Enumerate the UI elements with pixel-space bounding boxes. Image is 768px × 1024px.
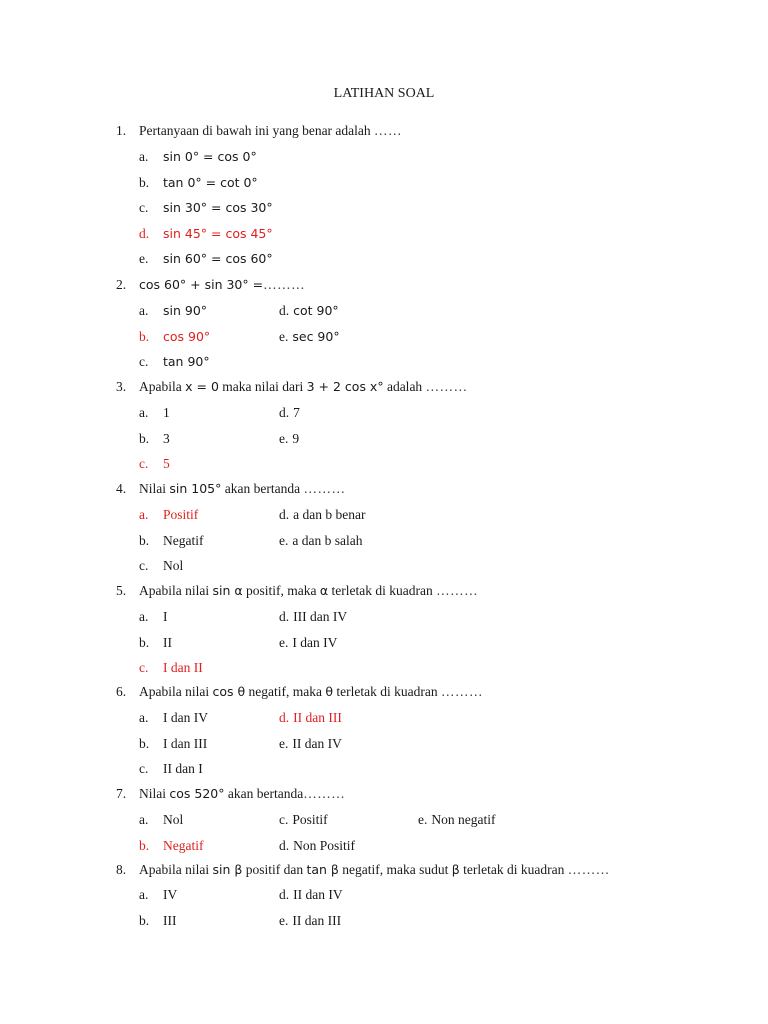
option-label: b. (139, 532, 150, 548)
question-text-part: terletak di kuadran (333, 684, 441, 699)
option-a (139, 885, 178, 905)
option-label: a. (139, 710, 149, 725)
math-expression: sin β (212, 862, 243, 877)
option-d (279, 607, 347, 627)
option-text: cos 90° (163, 328, 211, 344)
math-expression: β (451, 862, 460, 877)
answer-blank: ……… (440, 684, 483, 699)
option-text: sin 90° (163, 303, 208, 318)
option-label: a. (139, 405, 149, 420)
question-number: 1. (116, 123, 127, 138)
question-8 (0, 860, 768, 880)
option-c (139, 759, 203, 779)
option-label: d. (279, 609, 290, 624)
option-text: Nol (163, 558, 184, 573)
option-d (279, 301, 339, 321)
option-b (139, 173, 258, 193)
option-text: II dan III (293, 710, 342, 725)
question-text-part: positif, maka (242, 583, 320, 598)
option-d-correct-answer (139, 224, 273, 244)
option-b-correct-answer (139, 327, 211, 347)
option-label: d. (279, 303, 290, 318)
option-text: sec 90° (292, 328, 340, 344)
option-label: b. (139, 912, 150, 928)
option-label: b. (139, 634, 150, 650)
option-text: Negatif (163, 837, 204, 853)
answer-blank: ……… (436, 583, 479, 598)
option-e (279, 911, 341, 931)
option-text: 5 (163, 456, 170, 471)
option-b (139, 531, 204, 551)
question-text (139, 275, 305, 295)
question-text (139, 860, 610, 880)
option-text: I dan III (163, 735, 208, 751)
question-text-part: akan bertanda (221, 481, 304, 496)
question-text-part: Apabila nilai (139, 684, 213, 699)
option-c (139, 352, 210, 372)
question-text-part: negatif, maka sudut (338, 862, 452, 877)
option-text: II dan I (163, 761, 203, 776)
question-3 (0, 377, 768, 397)
option-d-correct-answer (279, 708, 342, 728)
option-text: tan 90° (163, 354, 210, 369)
option-text: III (163, 912, 177, 928)
option-text: Positif (163, 507, 199, 522)
option-label: b. (139, 735, 150, 751)
question-text (139, 784, 345, 804)
question-text-part: akan bertanda (224, 786, 304, 801)
option-label: c. (139, 200, 149, 215)
option-text: III dan IV (293, 609, 348, 624)
math-expression: tan β (306, 862, 339, 877)
option-text: II dan III (292, 912, 342, 928)
answer-blank: …… (374, 123, 403, 138)
question-text-part: Nilai (139, 786, 170, 801)
option-a (139, 810, 184, 830)
option-a (139, 708, 208, 728)
question-text (139, 377, 468, 397)
option-label: e. (279, 634, 289, 650)
question-text-part: Nilai (139, 481, 170, 496)
question-text-part: Pertanyaan di bawah ini yang benar adalah (139, 123, 375, 138)
option-text: Positif (292, 812, 328, 827)
math-expression: 3 + 2 cos x° (306, 379, 384, 394)
option-label: a. (139, 149, 149, 164)
option-text: 1 (163, 405, 170, 420)
option-text: tan 0° = cot 0° (163, 174, 258, 190)
option-label: a. (139, 887, 149, 902)
question-number: 6. (116, 684, 127, 699)
option-label: d. (279, 837, 290, 853)
option-b-correct-answer (139, 836, 204, 856)
option-text: I dan IV (163, 710, 208, 725)
option-e (279, 633, 337, 653)
option-text: sin 30° = cos 30° (163, 200, 273, 215)
option-c (139, 198, 273, 218)
option-label: c. (139, 660, 149, 675)
option-text: sin 45° = cos 45° (163, 225, 273, 241)
option-c-correct-answer (139, 658, 203, 678)
answer-blank: ……… (425, 379, 468, 394)
option-text: II dan IV (293, 887, 343, 902)
option-d (279, 403, 300, 423)
question-number: 5. (116, 583, 127, 598)
option-text: a dan b benar (293, 507, 366, 522)
answer-blank: ……… (263, 277, 306, 292)
question-text-part: terletak di kuadran (328, 583, 437, 598)
question-text-part: positif dan (242, 862, 307, 877)
option-e (279, 531, 362, 551)
option-text: cot 90° (293, 303, 339, 318)
question-text-part: Apabila nilai (139, 862, 213, 877)
option-text: sin 60° = cos 60° (163, 251, 273, 266)
question-text-part: terletak di kuadran (459, 862, 568, 877)
question-number: 8. (116, 862, 127, 877)
option-label: e. (139, 251, 149, 266)
question-text (139, 581, 478, 601)
option-a (139, 403, 170, 423)
option-a (139, 607, 168, 627)
math-expression: sin 105° (169, 481, 222, 496)
option-label: a. (139, 507, 149, 522)
question-text (139, 682, 483, 702)
question-6 (0, 682, 768, 702)
question-text-part: Apabila nilai (139, 583, 213, 598)
math-expression: cos 60° + sin 30° = (139, 277, 264, 292)
question-text (139, 479, 345, 499)
option-text: sin 0° = cos 0° (163, 149, 257, 164)
question-number: 2. (116, 277, 127, 292)
option-label: a. (139, 609, 149, 624)
question-2 (0, 275, 768, 295)
option-text: IV (163, 887, 178, 902)
option-d (279, 885, 343, 905)
question-4 (0, 479, 768, 499)
question-number: 3. (116, 379, 127, 394)
option-text: II dan IV (292, 735, 342, 751)
option-text: I dan IV (292, 634, 338, 650)
option-text: Non negatif (431, 812, 496, 827)
option-text: Nol (163, 812, 184, 827)
option-label: e. (279, 912, 289, 928)
question-5 (0, 581, 768, 601)
option-label: b. (139, 174, 150, 190)
math-expression: θ (325, 684, 334, 699)
option-label: c. (139, 558, 149, 573)
question-number: 7. (116, 786, 127, 801)
option-text: 3 (163, 430, 170, 446)
question-1 (0, 121, 768, 141)
option-label: d. (279, 710, 290, 725)
option-e (279, 734, 342, 754)
option-c-correct-answer (139, 454, 170, 474)
option-label: c. (139, 761, 149, 776)
option-label: d. (279, 507, 290, 522)
option-label: e. (279, 532, 289, 548)
option-label: d. (279, 887, 290, 902)
option-e (279, 429, 299, 449)
option-label: d. (279, 405, 290, 420)
option-text: I dan II (163, 660, 203, 675)
math-expression: cos θ (212, 684, 246, 699)
option-label: a. (139, 303, 149, 318)
option-text: Non Positif (293, 837, 356, 853)
math-expression: x = 0 (185, 379, 219, 394)
option-e (279, 327, 340, 347)
question-text-part: maka nilai dari (218, 379, 307, 394)
page-title: LATIHAN SOAL (333, 86, 435, 101)
option-b (139, 429, 170, 449)
option-d (279, 505, 365, 525)
answer-blank: ……… (303, 481, 346, 496)
option-text: I (163, 609, 168, 624)
question-text-part: Apabila (139, 379, 186, 394)
option-label: e. (418, 812, 428, 827)
question-text-part: negatif, maka (245, 684, 326, 699)
option-label: e. (279, 430, 289, 446)
option-text: a dan b salah (292, 532, 363, 548)
option-text: 7 (293, 405, 300, 420)
option-e (139, 249, 273, 269)
option-label: c. (279, 812, 289, 827)
option-label: a. (139, 812, 149, 827)
option-b (139, 633, 172, 653)
answer-blank: ……… (567, 862, 610, 877)
math-expression: cos 520° (169, 786, 225, 801)
option-label: b. (139, 328, 150, 344)
option-a (139, 147, 257, 167)
option-c (139, 556, 184, 576)
option-text: II (163, 634, 172, 650)
option-e (418, 810, 495, 830)
option-text: Negatif (163, 532, 204, 548)
option-a (139, 301, 208, 321)
math-expression: α (319, 583, 329, 598)
option-b (139, 911, 177, 931)
option-b (139, 734, 208, 754)
option-label: b. (139, 430, 150, 446)
option-text: 9 (292, 430, 300, 446)
math-expression: sin α (212, 583, 243, 598)
option-label: e. (279, 328, 289, 344)
answer-blank: ……… (303, 786, 346, 801)
option-d (279, 836, 355, 856)
option-label: c. (139, 456, 149, 471)
option-label: c. (139, 354, 149, 369)
option-label: d. (139, 225, 150, 241)
question-text-part: adalah (383, 379, 426, 394)
question-text (139, 121, 402, 141)
question-number: 4. (116, 481, 127, 496)
option-a-correct-answer (139, 505, 199, 525)
option-c (279, 810, 328, 830)
option-label: b. (139, 837, 150, 853)
question-7 (0, 784, 768, 804)
option-label: e. (279, 735, 289, 751)
